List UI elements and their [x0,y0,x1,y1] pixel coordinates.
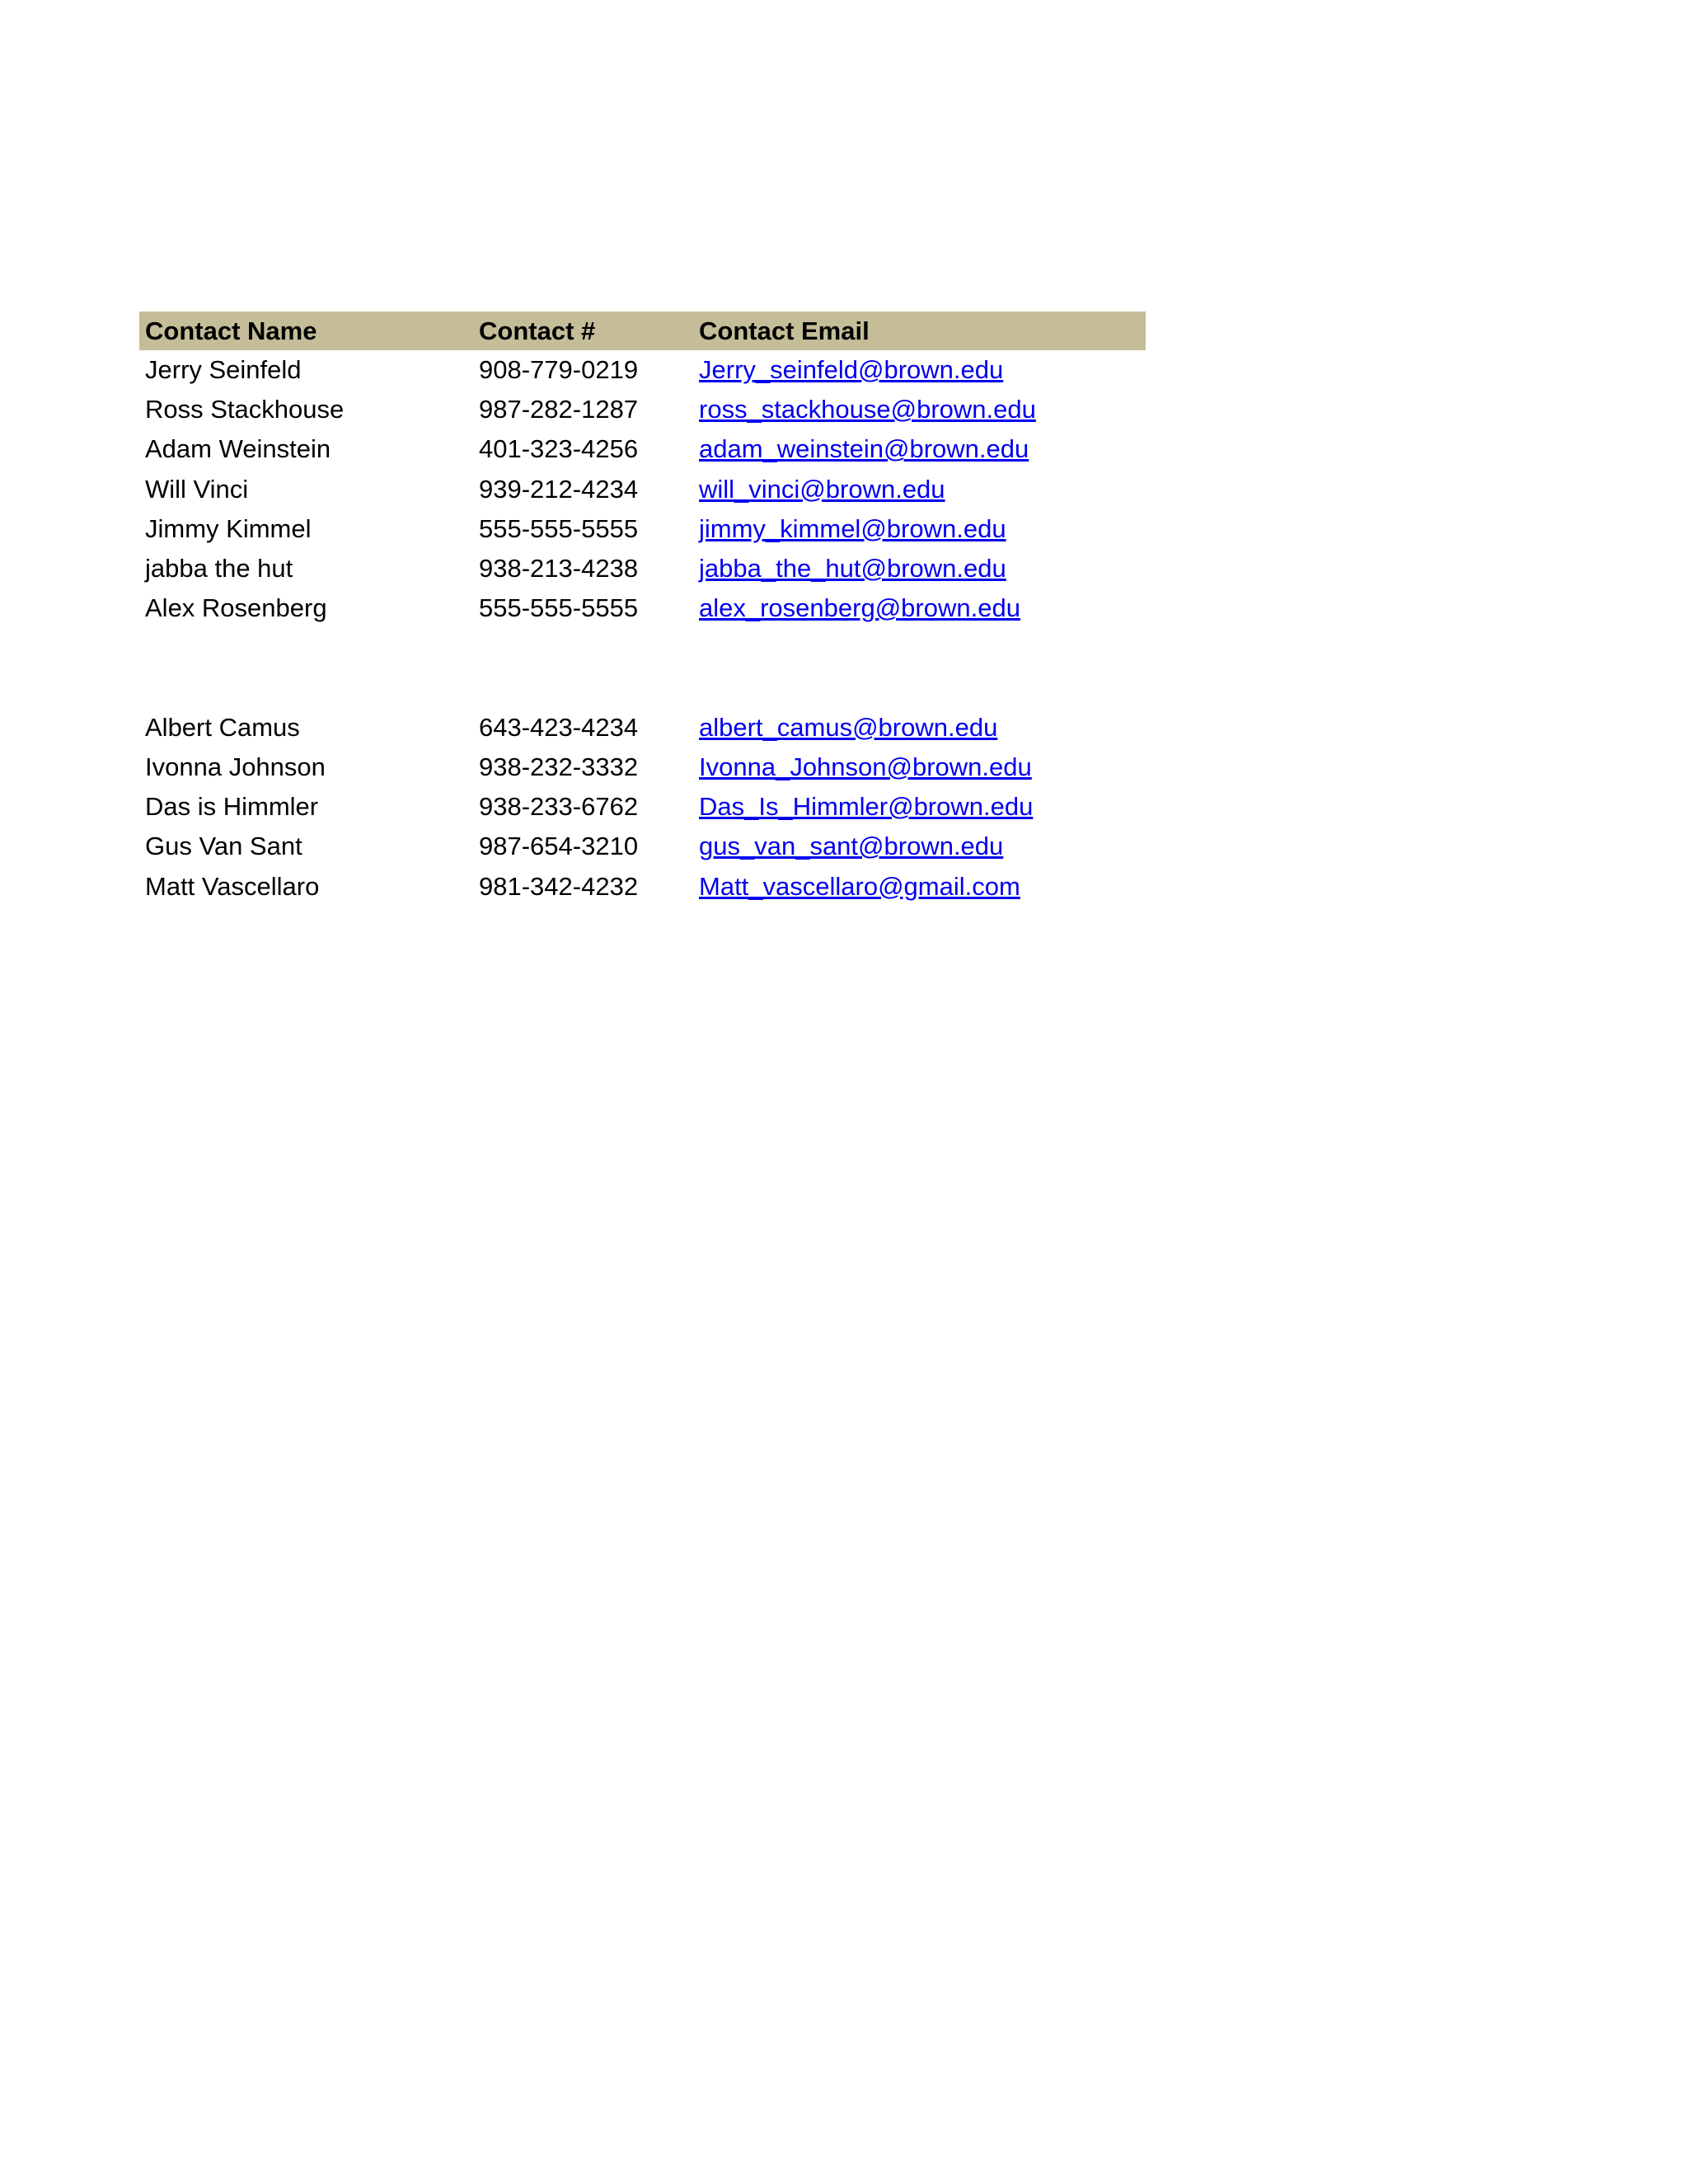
contact-name: Ivonna Johnson [145,752,326,781]
contact-number: 987-654-3210 [479,832,639,861]
header-contact-name: Contact Name [145,316,317,345]
contact-email-link[interactable]: alex_rosenberg@brown.edu [699,593,1020,623]
table-row [139,866,1146,906]
contact-number: 401-323-4256 [479,434,639,464]
header-row [139,312,1146,350]
contact-name: Albert Camus [145,712,300,742]
contact-name: Will Vinci [145,474,249,504]
table-row [139,549,1146,588]
contact-name: Jimmy Kimmel [145,513,312,543]
table-row [139,748,1146,787]
contact-number: 643-423-4234 [479,712,639,742]
contact-name: jabba the hut [145,554,293,583]
table-row [139,509,1146,549]
contact-number: 938-232-3332 [479,752,639,781]
contact-email-link[interactable]: Ivonna_Johnson@brown.edu [699,752,1032,781]
contact-number: 938-213-4238 [479,554,639,583]
contact-name: Ross Stackhouse [145,395,345,424]
table-row [139,588,1146,628]
contact-email-link[interactable]: jabba_the_hut@brown.edu [699,554,1006,583]
contact-name: Matt Vascellaro [145,871,320,901]
contact-name: Alex Rosenberg [145,593,327,623]
contact-name: Gus Van Sant [145,832,302,861]
table-row [139,708,1146,748]
contact-number: 981-342-4232 [479,871,639,901]
contact-email-link[interactable]: ross_stackhouse@brown.edu [699,395,1036,424]
contact-name: Jerry Seinfeld [145,355,302,385]
contact-email-link[interactable]: adam_weinstein@brown.edu [699,434,1029,464]
table-row [139,390,1146,429]
table-row [139,827,1146,866]
contact-email-link[interactable]: jimmy_kimmel@brown.edu [699,513,1006,543]
table-row [139,350,1146,390]
contact-number: 938-233-6762 [479,792,639,822]
contacts-table [139,312,1146,907]
contact-email-link[interactable]: gus_van_sant@brown.edu [699,832,1004,861]
contact-email-link[interactable]: Jerry_seinfeld@brown.edu [699,355,1004,385]
contact-email-link[interactable]: will_vinci@brown.edu [699,474,945,504]
table-row [139,787,1146,827]
contact-number: 987-282-1287 [479,395,639,424]
contact-number: 939-212-4234 [479,474,639,504]
table-row [139,470,1146,509]
contact-email-link[interactable]: Das_Is_Himmler@brown.edu [699,792,1034,822]
header-contact-number: Contact # [479,316,596,345]
contact-name: Adam Weinstein [145,434,331,464]
header-contact-email: Contact Email [699,316,870,345]
contact-number: 555-555-5555 [479,513,639,543]
contact-email-link[interactable]: Matt_vascellaro@gmail.com [699,871,1020,901]
contact-name: Das is Himmler [145,792,319,822]
contact-number: 908-779-0219 [479,355,639,385]
blank-rows [139,628,1146,707]
contact-email-link[interactable]: albert_camus@brown.edu [699,712,998,742]
contact-number: 555-555-5555 [479,593,639,623]
table-row [139,429,1146,469]
